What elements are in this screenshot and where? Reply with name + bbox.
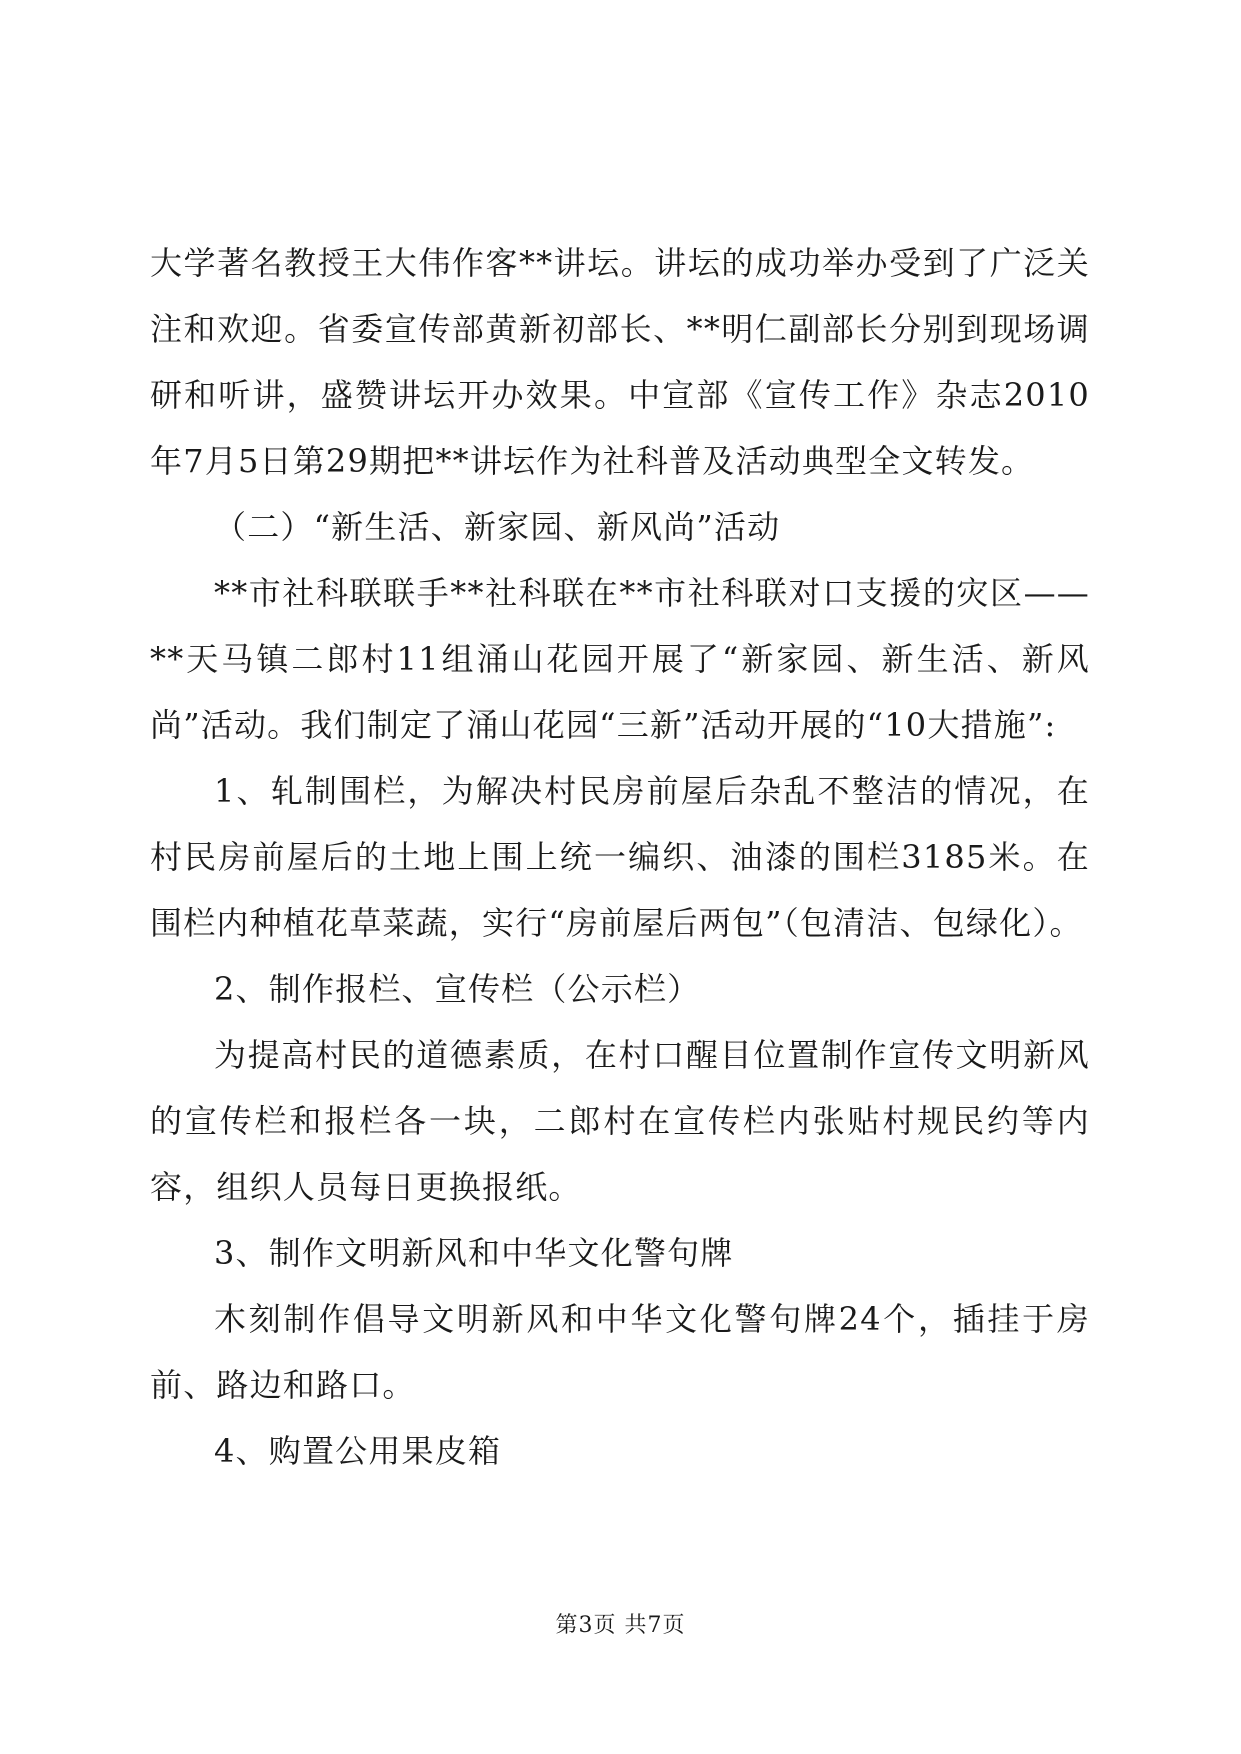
paragraph-bulletin: 为提高村民的道德素质，在村口醒目位置制作宣传文明新风的宣传栏和报栏各一块，二郎村在宣传栏内张贴村规民约等内容，组织人员每日更换报纸。 (150, 1036, 1090, 1206)
paragraph-lecture-forum: 大学著名教授王大伟作客**讲坛。讲坛的成功举办受到了广泛关注和欢迎。省委宣传部黄新初部长、**明仁副部长分别到现场调研和听讲，盛赞讲坛开办效果。中宣部《宣传工作》杂志2010年7月5日第29期把**讲坛作为社科普及活动典型全文转发。 (150, 244, 1090, 480)
list-item-bins-heading: 4、购置公用果皮箱 (214, 1432, 502, 1470)
page-footer: 第3页 共7页 (555, 1613, 686, 1638)
list-item-bulletin-heading: 2、制作报栏、宣传栏（公示栏） (214, 970, 701, 1008)
list-item-motto-heading: 3、制作文明新风和中华文化警句牌 (214, 1234, 734, 1272)
paragraph-activity-intro: **市社科联联手**社科联在**市社科联对口支援的灾区——**天马镇二郎村11组涌山花园开展了“新家园、新生活、新风尚”活动。我们制定了涌山花园“三新”活动开展的“10大措施”: (150, 574, 1090, 744)
paragraph-motto: 木刻制作倡导文明新风和中华文化警句牌24个，插挂于房前、路边和路口。 (150, 1300, 1090, 1404)
document-body (150, 230, 1090, 1484)
section-heading-activity: （二）“新生活、新家园、新风尚”活动 (214, 508, 781, 546)
list-item-fence: 1、轧制围栏，为解决村民房前屋后杂乱不整洁的情况，在村民房前屋后的土地上围上统一编织、油漆的围栏3185米。在围栏内种植花草菜蔬，实行“房前屋后两包”（包清洁、包绿化）。 (150, 772, 1090, 942)
